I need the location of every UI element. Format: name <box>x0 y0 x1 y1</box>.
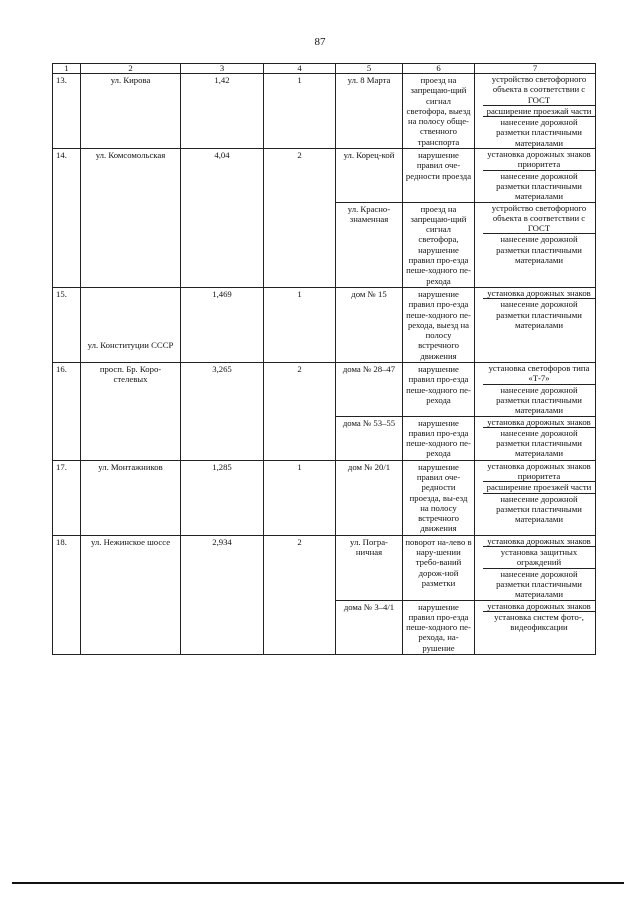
measure-item: установка дорожных знаков <box>483 288 595 299</box>
table-row <box>53 535 596 600</box>
violation: проезд на запрещаю-щий сигнал светофора, выезд на полосу обще-ственного транспорта <box>403 74 475 149</box>
column-number: 5 <box>336 64 403 74</box>
lane-count: 2 <box>264 535 336 654</box>
column-number: 1 <box>53 64 81 74</box>
table-row <box>53 149 596 202</box>
violation: нарушение правил про-езда пеше-ходного пе-рехода <box>403 416 475 460</box>
page-number: 87 <box>314 36 326 48</box>
table-row <box>53 363 596 416</box>
violation: нарушение правил про-езда пеше-ходного пе-рехода, выезд на полосу встречного движения <box>403 287 475 362</box>
row-number: 13. <box>53 74 81 149</box>
measures-list <box>475 601 595 633</box>
measures-cell <box>475 535 596 600</box>
measure-item: нанесение дорожной разметки пластичными материалами <box>496 299 582 330</box>
measures-list <box>475 461 595 525</box>
road-length: 2,934 <box>181 535 264 654</box>
measure-item: установка дорожных знаков приоритета <box>483 461 595 483</box>
measure-item: установка дорожных знаков приоритета <box>483 149 595 171</box>
lane-count: 1 <box>264 460 336 535</box>
street-name: ул. Кирова <box>81 74 181 149</box>
lane-count: 1 <box>264 287 336 362</box>
violation: нарушение правил про-езда пеше-ходного пе-рехода, на-рушение <box>403 600 475 654</box>
location: ул. Красно-знаменная <box>336 202 403 287</box>
measures-list <box>475 536 595 600</box>
violation: нарушение правил оче-редности проезда, вы-езд на полосу встречного движения <box>403 460 475 535</box>
measure-item: установка дорожных знаков <box>483 536 595 547</box>
measures-list <box>475 363 595 415</box>
measures-list <box>475 417 595 459</box>
column-number: 2 <box>81 64 181 74</box>
measure-item: установка светофоров типа «Т-7» <box>483 363 595 385</box>
measure-item: нанесение дорожной разметки пластичными материалами <box>496 427 582 459</box>
location: ул. Корец-кой <box>336 149 403 202</box>
road-length: 3,265 <box>181 363 264 461</box>
location: дом № 15 <box>336 287 403 362</box>
road-measures-table <box>52 63 596 655</box>
road-length: 1,469 <box>181 287 264 362</box>
measure-item: установка защитных ограждений <box>483 547 595 569</box>
location: дома № 53–55 <box>336 416 403 460</box>
location: дом № 20/1 <box>336 460 403 535</box>
violation: проезд на запрещаю-щий сигнал светофора, нарушение правил про-езда пеше-ходного пе-рехода <box>403 202 475 287</box>
measures-list <box>475 149 595 201</box>
measure-item: установка дорожных знаков <box>483 417 595 428</box>
measures-cell <box>475 149 596 202</box>
row-number: 15. <box>53 287 81 362</box>
measures-cell <box>475 416 596 460</box>
measures-list <box>475 203 595 266</box>
measure-item: установка систем фото-, видеофиксации <box>494 611 584 633</box>
violation: нарушение правил про-езда пеше-ходного пе-рехода <box>403 363 475 416</box>
measures-list <box>475 74 595 148</box>
lane-count: 2 <box>264 363 336 461</box>
column-number: 3 <box>181 64 264 74</box>
measures-cell <box>475 202 596 287</box>
street-name: ул. Монтажников <box>81 460 181 535</box>
measure-item: расширение проезжей части <box>483 482 595 493</box>
measure-item: нанесение дорожной разметки пластичными материалами <box>496 493 582 525</box>
column-number: 7 <box>475 64 596 74</box>
measure-item: нанесение дорожной разметки пластичными материалами <box>496 117 582 148</box>
street-name: ул. Комсомольская <box>81 149 181 288</box>
measure-item: расширение проезжай части <box>483 106 595 117</box>
street-name: ул. Нежинское шоссе <box>81 535 181 654</box>
street-name: просп. Бр. Коро-стелевых <box>81 363 181 461</box>
measures-cell <box>475 287 596 362</box>
row-number: 16. <box>53 363 81 461</box>
column-number: 4 <box>264 64 336 74</box>
table-row <box>53 287 596 362</box>
measures-list <box>475 288 595 330</box>
location: ул. 8 Марта <box>336 74 403 149</box>
measure-item: устройство светофорного объекта в соответствии с ГОСТ <box>483 203 595 235</box>
measures-cell <box>475 460 596 535</box>
location: дома № 3–4/1 <box>336 600 403 654</box>
measure-item: устройство светофорного объекта в соответствии с ГОСТ <box>483 74 595 106</box>
location: дома № 28–47 <box>336 363 403 416</box>
row-number: 17. <box>53 460 81 535</box>
measure-item: нанесение дорожной разметки пластичными материалами <box>496 234 582 266</box>
column-number: 6 <box>403 64 475 74</box>
road-length: 4,04 <box>181 149 264 288</box>
violation: поворот на-лево в нару-шении требо-ваний дорож-ной разметки <box>403 535 475 600</box>
measure-item: нанесение дорожной разметки пластичными материалами <box>496 384 582 416</box>
row-number: 14. <box>53 149 81 288</box>
lane-count: 1 <box>264 74 336 149</box>
location: ул. Погра-ничная <box>336 535 403 600</box>
street-name: ул. Конституции СССР <box>81 287 181 362</box>
measure-item: нанесение дорожной разметки пластичными материалами <box>496 170 582 202</box>
measures-cell <box>475 74 596 149</box>
measure-item: установка дорожных знаков <box>483 601 595 612</box>
row-number: 18. <box>53 535 81 654</box>
lane-count: 2 <box>264 149 336 288</box>
table-row <box>53 460 596 535</box>
column-number-row <box>53 64 596 74</box>
measures-cell <box>475 600 596 654</box>
road-length: 1,42 <box>181 74 264 149</box>
table-row <box>53 74 596 149</box>
violation: нарушение правил оче-редности проезда <box>403 149 475 202</box>
measures-cell <box>475 363 596 416</box>
road-length: 1,285 <box>181 460 264 535</box>
bottom-rule <box>12 882 624 884</box>
measure-item: нанесение дорожной разметки пластичными материалами <box>496 568 582 600</box>
